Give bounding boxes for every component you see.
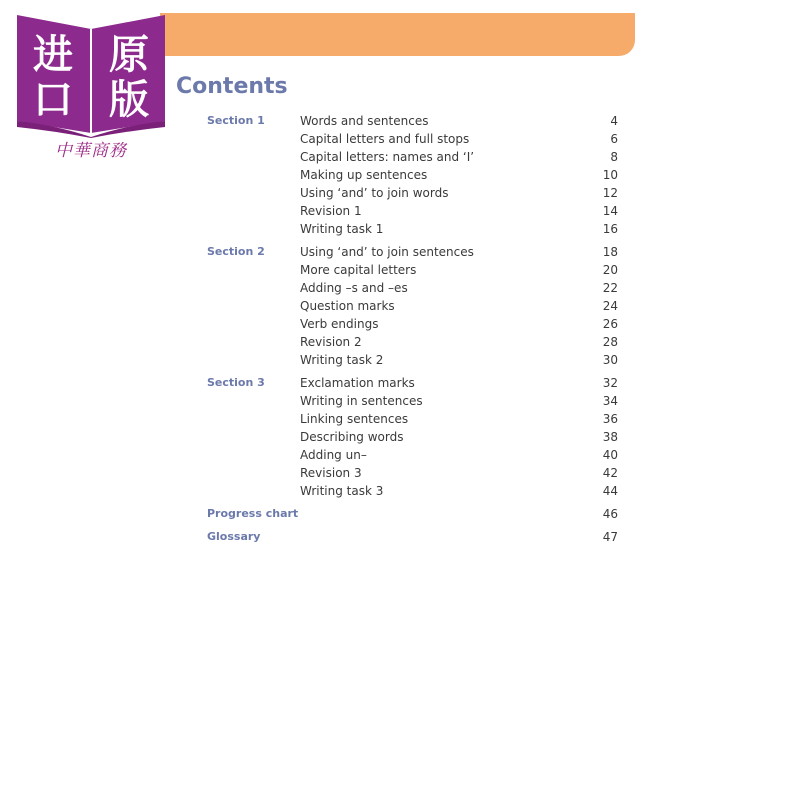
header-band xyxy=(160,13,635,56)
extra-label: Glossary xyxy=(207,530,261,543)
entry-page: 40 xyxy=(602,448,618,462)
entry-title: Making up sentences xyxy=(300,168,428,182)
toc-entry xyxy=(300,148,618,166)
toc-entry xyxy=(300,297,618,315)
section-entries xyxy=(300,112,618,238)
entry-title: Writing task 1 xyxy=(300,222,384,236)
toc-entry xyxy=(300,279,618,297)
toc-entry xyxy=(300,220,618,238)
entry-page: 34 xyxy=(602,394,618,408)
entry-title: Revision 1 xyxy=(300,204,362,218)
toc-entry xyxy=(300,374,618,392)
entry-page: 12 xyxy=(602,186,618,200)
entry-page: 32 xyxy=(602,376,618,390)
entry-page: 10 xyxy=(602,168,618,182)
toc-entry xyxy=(300,464,618,482)
toc-entry xyxy=(300,315,618,333)
extra-page: 46 xyxy=(602,507,618,521)
toc-entry xyxy=(300,243,618,261)
entry-title: Adding –s and –es xyxy=(300,281,408,295)
logo-char-2: 原 xyxy=(109,32,149,78)
entry-title: Exclamation marks xyxy=(300,376,415,390)
section-entries xyxy=(300,243,618,369)
entry-page: 42 xyxy=(602,466,618,480)
entry-title: Capital letters: names and ‘I’ xyxy=(300,150,475,164)
toc-entry xyxy=(300,482,618,500)
entry-page: 4 xyxy=(610,114,618,128)
toc-entry xyxy=(300,261,618,279)
entry-page: 16 xyxy=(602,222,618,236)
extra-label: Progress chart xyxy=(207,507,299,520)
entry-title: Writing in sentences xyxy=(300,394,423,408)
entry-page: 26 xyxy=(602,317,618,331)
section-label: Section 1 xyxy=(207,114,265,127)
toc-entry xyxy=(300,410,618,428)
logo-char-4: 版 xyxy=(109,77,149,123)
entry-title: Writing task 2 xyxy=(300,353,384,367)
entry-title: Linking sentences xyxy=(300,412,409,426)
entry-page: 8 xyxy=(610,150,618,164)
section-label: Section 3 xyxy=(207,376,265,389)
toc-entry xyxy=(300,112,618,130)
entry-title: Words and sentences xyxy=(300,114,429,128)
extra-page: 47 xyxy=(602,530,618,544)
entry-page: 18 xyxy=(602,245,618,259)
entry-title: Describing words xyxy=(300,430,404,444)
entry-title: Revision 2 xyxy=(300,335,362,349)
entry-title: Verb endings xyxy=(300,317,379,331)
entry-title: Question marks xyxy=(300,299,395,313)
toc-entry xyxy=(300,446,618,464)
entry-page: 6 xyxy=(610,132,618,146)
table-of-contents xyxy=(207,112,618,551)
entry-page: 22 xyxy=(602,281,618,295)
page-title: Contents xyxy=(176,74,288,99)
entry-title: Adding un– xyxy=(300,448,367,462)
logo-char-1: 进 xyxy=(33,32,73,78)
entry-title: Revision 3 xyxy=(300,466,362,480)
entry-title: Using ‘and’ to join words xyxy=(300,186,449,200)
section-entries xyxy=(300,374,618,500)
toc-entry xyxy=(300,392,618,410)
entry-title: Using ‘and’ to join sentences xyxy=(300,245,474,259)
entry-page: 30 xyxy=(602,353,618,367)
entry-page: 36 xyxy=(602,412,618,426)
toc-entry xyxy=(300,428,618,446)
entry-title: More capital letters xyxy=(300,263,417,277)
toc-entry xyxy=(300,202,618,220)
entry-page: 20 xyxy=(602,263,618,277)
entry-title: Writing task 3 xyxy=(300,484,384,498)
entry-page: 44 xyxy=(602,484,618,498)
toc-entry xyxy=(300,130,618,148)
toc-entry xyxy=(300,351,618,369)
import-original-logo xyxy=(15,13,167,138)
toc-entry xyxy=(300,184,618,202)
toc-progress-chart xyxy=(207,505,618,523)
entry-page: 38 xyxy=(602,430,618,444)
toc-glossary xyxy=(207,528,618,546)
toc-entry xyxy=(300,166,618,184)
entry-page: 14 xyxy=(602,204,618,218)
toc-section-2 xyxy=(207,243,618,369)
toc-section-3 xyxy=(207,374,618,500)
entry-title: Capital letters and full stops xyxy=(300,132,470,146)
logo-char-3: 口 xyxy=(33,77,73,123)
entry-page: 24 xyxy=(602,299,618,313)
toc-entry xyxy=(300,333,618,351)
section-label: Section 2 xyxy=(207,245,265,258)
entry-page: 28 xyxy=(602,335,618,349)
toc-section-1 xyxy=(207,112,618,238)
logo-caption: 中華商務 xyxy=(55,141,127,161)
